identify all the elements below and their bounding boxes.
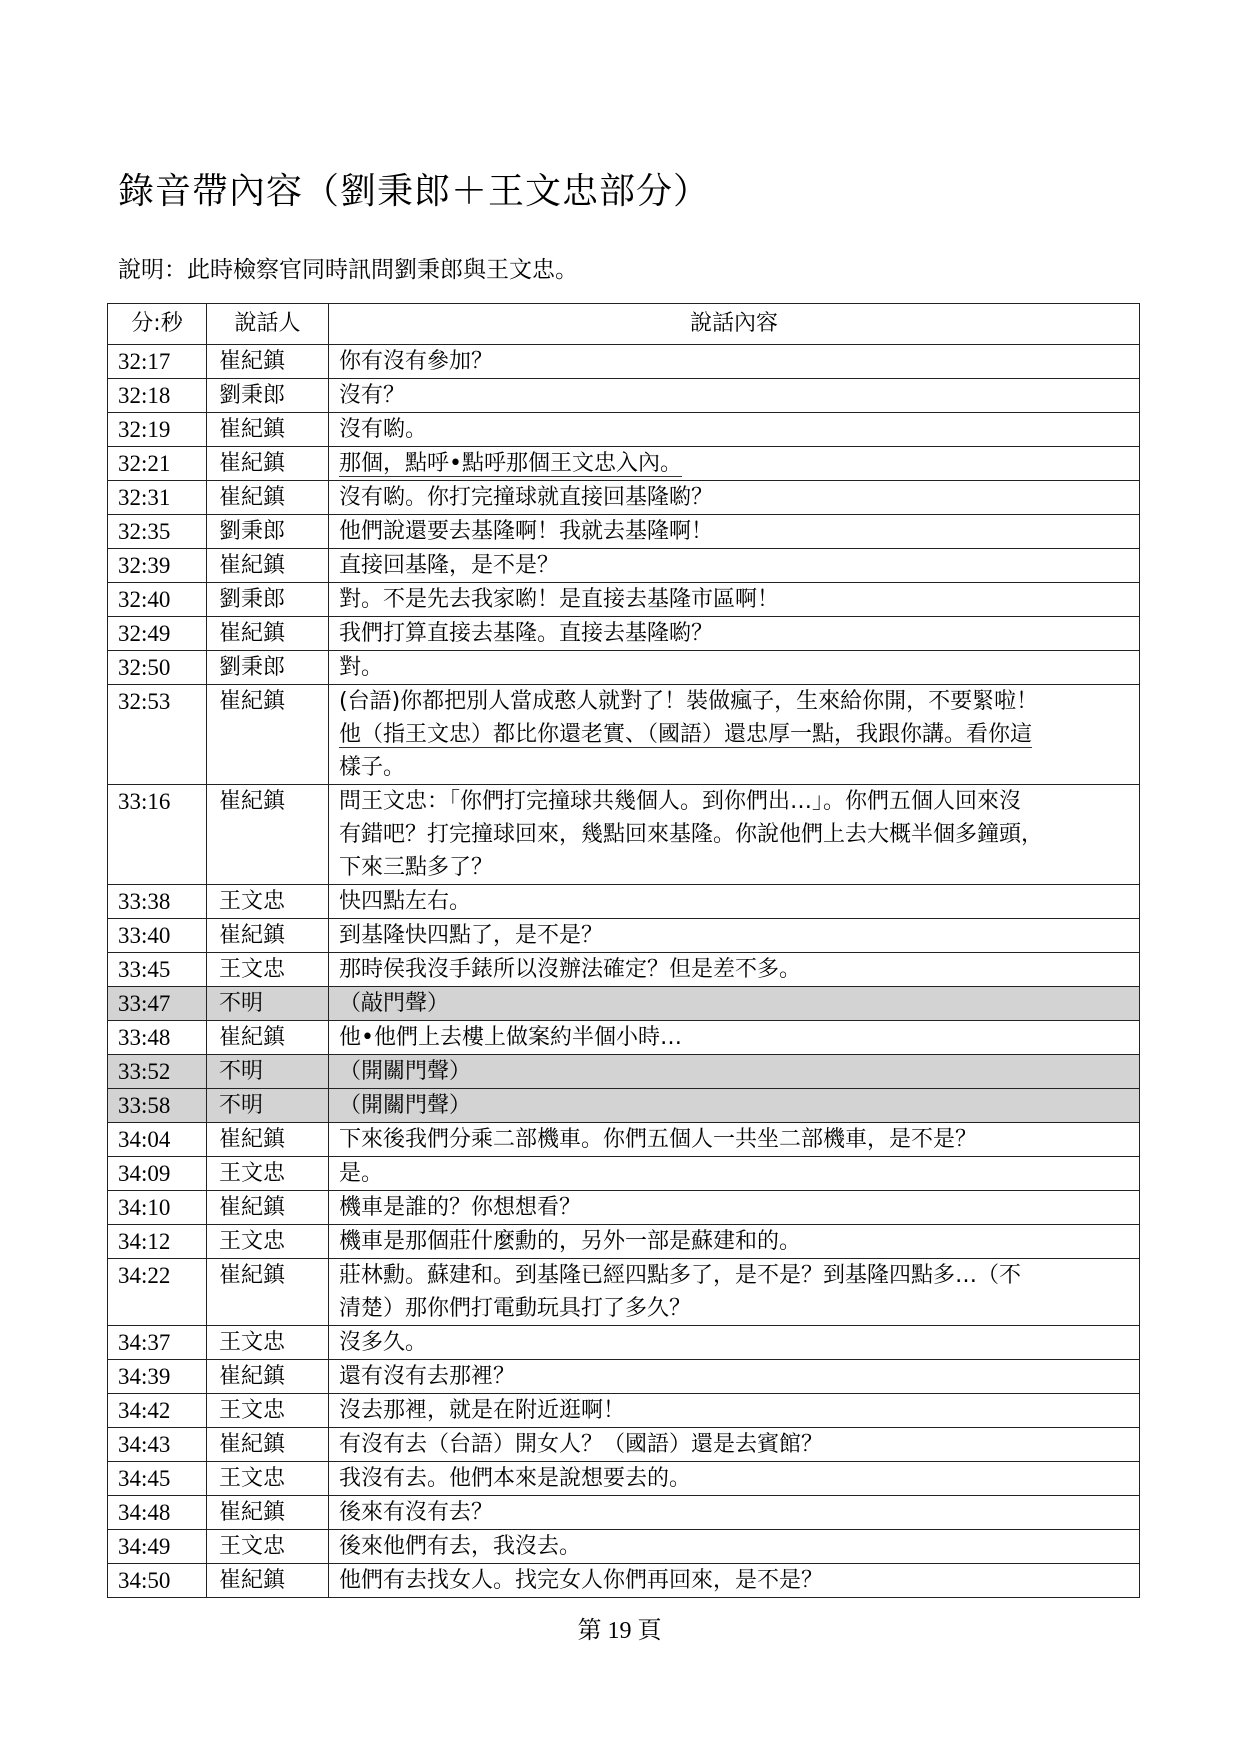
cell-content: 那時侯我沒手錶所以沒辦法確定？但是差不多。 (329, 953, 1140, 987)
cell-speaker: 劉秉郎 (207, 515, 329, 549)
cell-time: 32:50 (108, 651, 207, 685)
cell-speaker: 崔紀鎮 (207, 1428, 329, 1462)
cell-content: 還有沒有去那裡？ (329, 1360, 1140, 1394)
cell-time: 33:40 (108, 919, 207, 953)
cell-time: 33:16 (108, 785, 207, 885)
table-row (108, 379, 1140, 413)
table-row-shaded (108, 987, 1140, 1021)
cell-content: 沒有喲。你打完撞球就直接回基隆喲？ (329, 481, 1140, 515)
cell-content: 是。 (329, 1157, 1140, 1191)
cell-content: 後來他們有去，我沒去。 (329, 1530, 1140, 1564)
table-row-shaded (108, 1089, 1140, 1123)
cell-time: 33:45 (108, 953, 207, 987)
cell-content: 機車是誰的？你想想看？ (329, 1191, 1140, 1225)
cell-content (329, 785, 1140, 885)
cell-content: 到基隆快四點了，是不是？ (329, 919, 1140, 953)
cell-speaker: 崔紀鎮 (207, 919, 329, 953)
table-row (108, 549, 1140, 583)
cell-speaker: 不明 (207, 1055, 329, 1089)
cell-speaker: 王文忠 (207, 885, 329, 919)
cell-time: 33:38 (108, 885, 207, 919)
table-row (108, 651, 1140, 685)
table-row (108, 1428, 1140, 1462)
cell-speaker: 劉秉郎 (207, 651, 329, 685)
table-row (108, 583, 1140, 617)
cell-content: 沒有喲。 (329, 413, 1140, 447)
cell-content: 對。 (329, 651, 1140, 685)
cell-time: 32:17 (108, 345, 207, 379)
cell-content: 我們打算直接去基隆。直接去基隆喲？ (329, 617, 1140, 651)
table-row (108, 1360, 1140, 1394)
cell-speaker: 崔紀鎮 (207, 1360, 329, 1394)
table-row (108, 885, 1140, 919)
cell-content: 後來有沒有去？ (329, 1496, 1140, 1530)
header-content: 說話內容 (329, 304, 1140, 345)
cell-content: （開關門聲） (329, 1089, 1140, 1123)
cell-speaker: 不明 (207, 1089, 329, 1123)
cell-speaker: 崔紀鎮 (207, 785, 329, 885)
content-line: 樣子。 (339, 755, 406, 780)
table-row (108, 1259, 1140, 1326)
content-line: 問王文忠：「你們打完撞球共幾個人。到你們出…」。你們五個人回來沒 (339, 789, 1022, 814)
cell-time: 32:49 (108, 617, 207, 651)
page-title: 錄音帶內容（劉秉郎＋王文忠部分） (118, 171, 711, 212)
cell-content: 快四點左右。 (329, 885, 1140, 919)
table-row (108, 617, 1140, 651)
content-line: 莊林勳。蘇建和。到基隆已經四點多了，是不是？到基隆四點多…（不 (339, 1263, 1022, 1288)
cell-content: 他•他們上去樓上做案約半個小時… (329, 1021, 1140, 1055)
cell-content: 我沒有去。他們本來是說想要去的。 (329, 1462, 1140, 1496)
cell-speaker: 王文忠 (207, 1394, 329, 1428)
content-line (339, 718, 1129, 751)
cell-time: 32:35 (108, 515, 207, 549)
cell-content: （開關門聲） (329, 1055, 1140, 1089)
table-row (108, 919, 1140, 953)
table-row (108, 1462, 1140, 1496)
table-row (108, 1225, 1140, 1259)
underlined-text: 那個，點呼•點呼那個王文忠入內。 (339, 451, 682, 476)
cell-time: 32:39 (108, 549, 207, 583)
cell-time: 34:49 (108, 1530, 207, 1564)
cell-content: 沒多久。 (329, 1326, 1140, 1360)
cell-speaker: 王文忠 (207, 953, 329, 987)
table-row (108, 1564, 1140, 1598)
content-line: (台語)你都把別人當成憨人就對了！裝做瘋子，生來給你開，不要緊啦！ (339, 689, 1039, 714)
cell-speaker: 崔紀鎮 (207, 413, 329, 447)
table-row (108, 413, 1140, 447)
cell-speaker: 崔紀鎮 (207, 447, 329, 481)
cell-time: 34:22 (108, 1259, 207, 1326)
cell-time: 34:50 (108, 1564, 207, 1598)
cell-time: 32:21 (108, 447, 207, 481)
description-note: 說明：此時檢察官同時訊問劉秉郎與王文忠。 (118, 257, 578, 283)
cell-speaker: 王文忠 (207, 1157, 329, 1191)
table-row (108, 1394, 1140, 1428)
cell-speaker: 王文忠 (207, 1530, 329, 1564)
table-row (108, 1326, 1140, 1360)
cell-time: 34:48 (108, 1496, 207, 1530)
cell-time: 34:43 (108, 1428, 207, 1462)
table-row (108, 1530, 1140, 1564)
table-row (108, 1021, 1140, 1055)
cell-time: 34:04 (108, 1123, 207, 1157)
table-row (108, 1123, 1140, 1157)
cell-speaker: 王文忠 (207, 1462, 329, 1496)
table-row (108, 1496, 1140, 1530)
cell-content: 機車是那個莊什麼勳的，另外一部是蘇建和的。 (329, 1225, 1140, 1259)
cell-time: 34:42 (108, 1394, 207, 1428)
cell-time: 34:39 (108, 1360, 207, 1394)
table-row (108, 1157, 1140, 1191)
table-row (108, 515, 1140, 549)
cell-speaker: 不明 (207, 987, 329, 1021)
cell-content: 下來後我們分乘二部機車。你們五個人一共坐二部機車，是不是？ (329, 1123, 1140, 1157)
cell-time: 32:31 (108, 481, 207, 515)
header-time: 分:秒 (108, 304, 207, 345)
table-row (108, 785, 1140, 885)
cell-content: 他們有去找女人。找完女人你們再回來，是不是？ (329, 1564, 1140, 1598)
header-speaker: 說話人 (207, 304, 329, 345)
content-line: 下來三點多了？ (339, 855, 494, 880)
table-row-shaded (108, 1055, 1140, 1089)
cell-time: 34:45 (108, 1462, 207, 1496)
content-line: 有錯吧？打完撞球回來，幾點回來基隆。你說他們上去大概半個多鐘頭， (339, 822, 1044, 847)
cell-content (329, 447, 1140, 481)
cell-content: 對。不是先去我家喲！是直接去基隆市區啊！ (329, 583, 1140, 617)
cell-content (329, 1259, 1140, 1326)
cell-time: 34:37 (108, 1326, 207, 1360)
cell-content: 有沒有去（台語）開女人？（國語）還是去賓館？ (329, 1428, 1140, 1462)
cell-content: 他們說還要去基隆啊！我就去基隆啊！ (329, 515, 1140, 549)
cell-speaker: 崔紀鎮 (207, 685, 329, 785)
cell-content: 你有沒有參加？ (329, 345, 1140, 379)
cell-speaker: 崔紀鎮 (207, 549, 329, 583)
cell-time: 32:18 (108, 379, 207, 413)
cell-speaker: 崔紀鎮 (207, 617, 329, 651)
cell-speaker: 崔紀鎮 (207, 1564, 329, 1598)
cell-time: 33:48 (108, 1021, 207, 1055)
cell-speaker: 崔紀鎮 (207, 1123, 329, 1157)
cell-speaker: 崔紀鎮 (207, 1021, 329, 1055)
table-row (108, 345, 1140, 379)
table-row (108, 481, 1140, 515)
cell-time: 32:40 (108, 583, 207, 617)
content-line: 清楚）那你們打電動玩具打了多久？ (339, 1296, 692, 1321)
cell-content: 沒去那裡，就是在附近逛啊！ (329, 1394, 1140, 1428)
transcript-table (107, 303, 1140, 1598)
cell-speaker: 崔紀鎮 (207, 345, 329, 379)
table-row (108, 447, 1140, 481)
cell-time: 34:10 (108, 1191, 207, 1225)
cell-speaker: 崔紀鎮 (207, 1191, 329, 1225)
cell-content: 直接回基隆，是不是？ (329, 549, 1140, 583)
page-number: 第 19 頁 (577, 1618, 662, 1644)
cell-content: （敲門聲） (329, 987, 1140, 1021)
cell-speaker: 崔紀鎮 (207, 1259, 329, 1326)
table-row (108, 685, 1140, 785)
cell-content: 沒有？ (329, 379, 1140, 413)
cell-content (329, 685, 1140, 785)
cell-speaker: 劉秉郎 (207, 379, 329, 413)
cell-speaker: 劉秉郎 (207, 583, 329, 617)
table-row (108, 1191, 1140, 1225)
cell-speaker: 崔紀鎮 (207, 481, 329, 515)
cell-time: 32:53 (108, 685, 207, 785)
cell-speaker: 王文忠 (207, 1326, 329, 1360)
cell-time: 33:58 (108, 1089, 207, 1123)
cell-time: 34:12 (108, 1225, 207, 1259)
cell-speaker: 王文忠 (207, 1225, 329, 1259)
cell-time: 34:09 (108, 1157, 207, 1191)
cell-time: 32:19 (108, 413, 207, 447)
table-header-row (108, 304, 1140, 345)
table-row (108, 953, 1140, 987)
cell-speaker: 崔紀鎮 (207, 1496, 329, 1530)
cell-time: 33:52 (108, 1055, 207, 1089)
cell-time: 33:47 (108, 987, 207, 1021)
underlined-text: 他（指王文忠）都比你還老實、（國語）還忠厚一點，我跟你講。看你這 (339, 722, 1033, 747)
